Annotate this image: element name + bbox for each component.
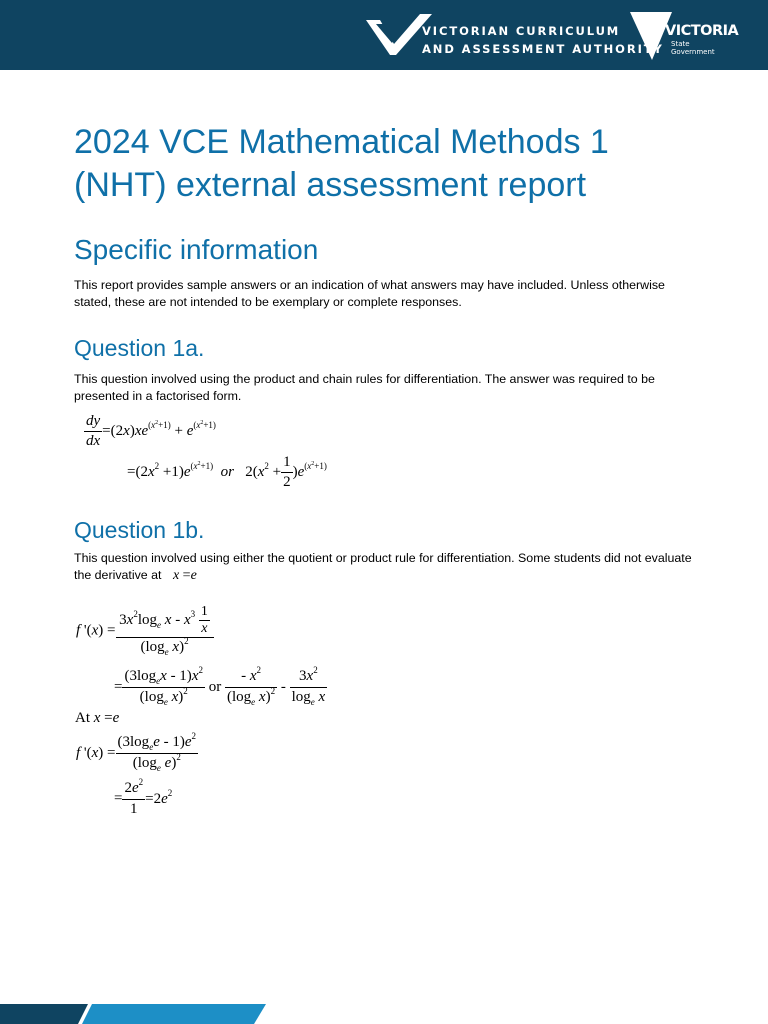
victoria-wordmark: VICTORIA bbox=[665, 23, 739, 39]
report-title-line-2: (NHT) external assessment report bbox=[74, 166, 587, 204]
question-1a-heading: Question 1a. bbox=[74, 335, 205, 361]
q1b-equation-line-1: f '(x) = $3x^2\log_e$ x - $x^3$ $\frac{1}{x}$ ($\log_e$ x)$^2$ bbox=[76, 604, 214, 658]
q1b-equation-line-4: = $\frac{2e^2}{1}$ $=2e^2$ bbox=[114, 777, 173, 817]
x-equals-e-inline: x =e bbox=[172, 568, 197, 583]
report-title bbox=[74, 121, 734, 207]
q1b-or-word: or bbox=[208, 679, 222, 695]
state-government-label bbox=[671, 40, 715, 56]
q1b-equation-line-3: f '(x) = $\frac{(3\log_ee - 1)e^2}{(\log_e e)^2}$ bbox=[76, 731, 197, 773]
question-1b-heading: Question 1b. bbox=[74, 517, 205, 543]
government-label: Government bbox=[671, 48, 715, 56]
vcaa-line-1: VICTORIAN CURRICULUM bbox=[422, 24, 621, 38]
intro-paragraph: This report provides sample answers or an indication of what answers may have included. Unless otherwise stated, these are not intended to be exemplary or complete responses. bbox=[74, 278, 665, 309]
specific-information-heading: Specific information bbox=[74, 234, 319, 265]
q1b-at-line: At x =e bbox=[75, 710, 120, 726]
vcaa-line-2: AND ASSESSMENT AUTHORITY bbox=[422, 42, 664, 56]
report-title-line-1: 2024 VCE Mathematical Methods 1 bbox=[74, 123, 609, 161]
question-1b-text bbox=[74, 550, 694, 584]
state-label: State bbox=[671, 40, 690, 48]
q1b-equation-line-2: = $\frac{(3\log_ex - 1)x^2}{(\log_e x)^2}$ or $\frac{- x^2}{(\log_e x)^2}$ - $\frac{3x^2}{\log_e x}$ bbox=[114, 665, 326, 707]
q1a-equation-line-2: $=(2x^2 +1)e^{(x^2+1)}$ or $2(x^2$ + $\frac{1}{2}$ )$e^{(x^2+1)}$ bbox=[127, 454, 327, 490]
question-1a-text: This question involved using the product and chain rules for differentiation. The answer was required to be presented in a factorised form. bbox=[74, 372, 655, 403]
header-band bbox=[0, 0, 768, 70]
q1a-equation-line-1: $\frac{dy}{dx}$ $=(2x)xe^{(x^2+1)} + e^{(x^2+1)}$ bbox=[86, 413, 216, 449]
q1b-at-word: At bbox=[75, 710, 90, 726]
footer-stripe bbox=[0, 1004, 270, 1024]
q1a-or-word: or bbox=[220, 464, 234, 480]
vcaa-wordmark bbox=[422, 22, 664, 58]
question-1b-text-body: This question involved using either the quotient or product rule for differentiation. Some students did not evaluate the derivative at bbox=[74, 551, 692, 582]
